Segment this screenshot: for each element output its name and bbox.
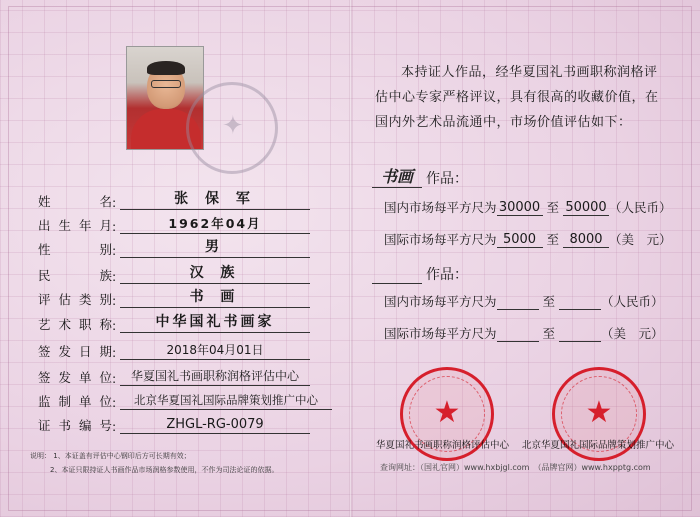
price-min (497, 341, 539, 342)
category-1-heading (372, 166, 468, 188)
field-value: 中华国礼书画家 (120, 311, 310, 333)
price-max: 50000 (563, 200, 609, 216)
category-1-domestic (384, 196, 672, 216)
field-colon: : (112, 395, 117, 410)
field-colon: : (112, 195, 117, 210)
price-label: 国内市场每平方尺为 (384, 200, 497, 215)
field-colon: : (112, 318, 117, 333)
category-1-international (384, 228, 672, 248)
field-value: 北京华夏国礼国际品牌策划推广中心 (120, 392, 332, 410)
field-title (38, 311, 310, 333)
category-name: 书画 (372, 164, 422, 188)
price-unit: （美 元） (601, 326, 664, 341)
price-unit: （人民币） (609, 200, 672, 215)
price-to: 至 (546, 232, 560, 247)
intro-text: 本持证人作品，经华夏国礼书画职称润格评估中心专家严格评议，具有很高的收藏价值，在国内外艺术品流通中，市场价值评估如下： (375, 65, 659, 130)
page-fold (349, 0, 352, 517)
field-colon: : (112, 371, 117, 386)
field-cert-number (38, 412, 310, 434)
category-2-domestic (384, 290, 664, 310)
price-min: 30000 (497, 200, 543, 216)
website-line: 查询网址：（国礼官网）www.hxbjgl.com （品牌官网）www.hxpptg.com (380, 463, 651, 472)
field-birth (38, 212, 310, 234)
price-label: 国际市场每平方尺为 (384, 326, 497, 341)
photo-glasses (151, 80, 181, 88)
price-to: 至 (546, 200, 560, 215)
field-issuer (38, 364, 310, 386)
price-min: 5000 (497, 232, 543, 248)
field-label: 证书编号 (38, 418, 112, 433)
field-label: 评估类别 (38, 292, 112, 307)
left-seal-org: 华夏国礼书画职称润格评估中心 (376, 440, 510, 451)
price-max: 8000 (563, 232, 609, 248)
category-2-heading (372, 262, 468, 284)
price-min (497, 309, 539, 310)
field-value: 张 保 军 (120, 188, 310, 210)
field-supervisor (38, 388, 332, 410)
right-seal-org: 北京华夏国礼国际品牌策划推广中心 (522, 440, 675, 451)
field-ethnicity (38, 262, 310, 284)
field-name (38, 188, 310, 210)
category-suffix: 作品： (426, 171, 468, 187)
category-suffix: 作品： (426, 267, 468, 283)
field-issue-date (38, 338, 310, 360)
price-to: 至 (542, 294, 556, 309)
category-name (372, 283, 422, 284)
field-colon: : (112, 419, 117, 434)
field-label: 监制单位 (38, 394, 112, 409)
seal-star-icon: ★ (433, 395, 461, 430)
field-label: 签发日期 (38, 344, 112, 359)
category-2-international (384, 322, 664, 342)
price-max (559, 341, 601, 342)
notes-title: 说明： (30, 452, 51, 460)
field-label: 艺术职称 (38, 317, 112, 332)
price-unit: （人民币） (601, 294, 664, 309)
field-category (38, 286, 310, 308)
notes-text-2: 2、本证只限持证人书画作品市场润格参数使用，不作为司法论证的依据。 (50, 466, 279, 474)
field-value: 2018年04月01日 (120, 341, 310, 360)
field-label: 姓名 (38, 194, 112, 209)
notes (30, 449, 330, 477)
field-colon: : (112, 243, 117, 258)
field-colon: : (112, 269, 117, 284)
notes-line-1 (30, 449, 330, 463)
field-colon: : (112, 219, 117, 234)
embossed-steel-seal (186, 82, 278, 174)
field-value: 书 画 (120, 286, 310, 308)
field-label: 签发单位 (38, 370, 112, 385)
price-label: 国内市场每平方尺为 (384, 294, 497, 309)
field-label: 民族 (38, 268, 112, 283)
field-value: 1962年04月 (120, 214, 310, 234)
field-value: ZHGL-RG-0079 (120, 417, 310, 434)
price-to: 至 (542, 326, 556, 341)
field-value: 华夏国礼书画职称润格评估中心 (120, 367, 310, 386)
notes-line-2 (30, 463, 330, 477)
field-value: 汉 族 (120, 262, 310, 284)
photo-hair (147, 61, 185, 75)
field-label: 性别 (38, 242, 112, 257)
field-colon: : (112, 293, 117, 308)
price-max (559, 309, 601, 310)
price-label: 国际市场每平方尺为 (384, 232, 497, 247)
price-unit: （美 元） (609, 232, 672, 247)
field-colon: : (112, 345, 117, 360)
field-gender (38, 236, 310, 258)
notes-text-1: 1、本证盖有评估中心钢印后方可长期有效； (53, 452, 191, 460)
field-value: 男 (120, 236, 310, 258)
seal-star-icon: ★ (585, 395, 613, 430)
field-label: 出生年月 (38, 218, 112, 233)
